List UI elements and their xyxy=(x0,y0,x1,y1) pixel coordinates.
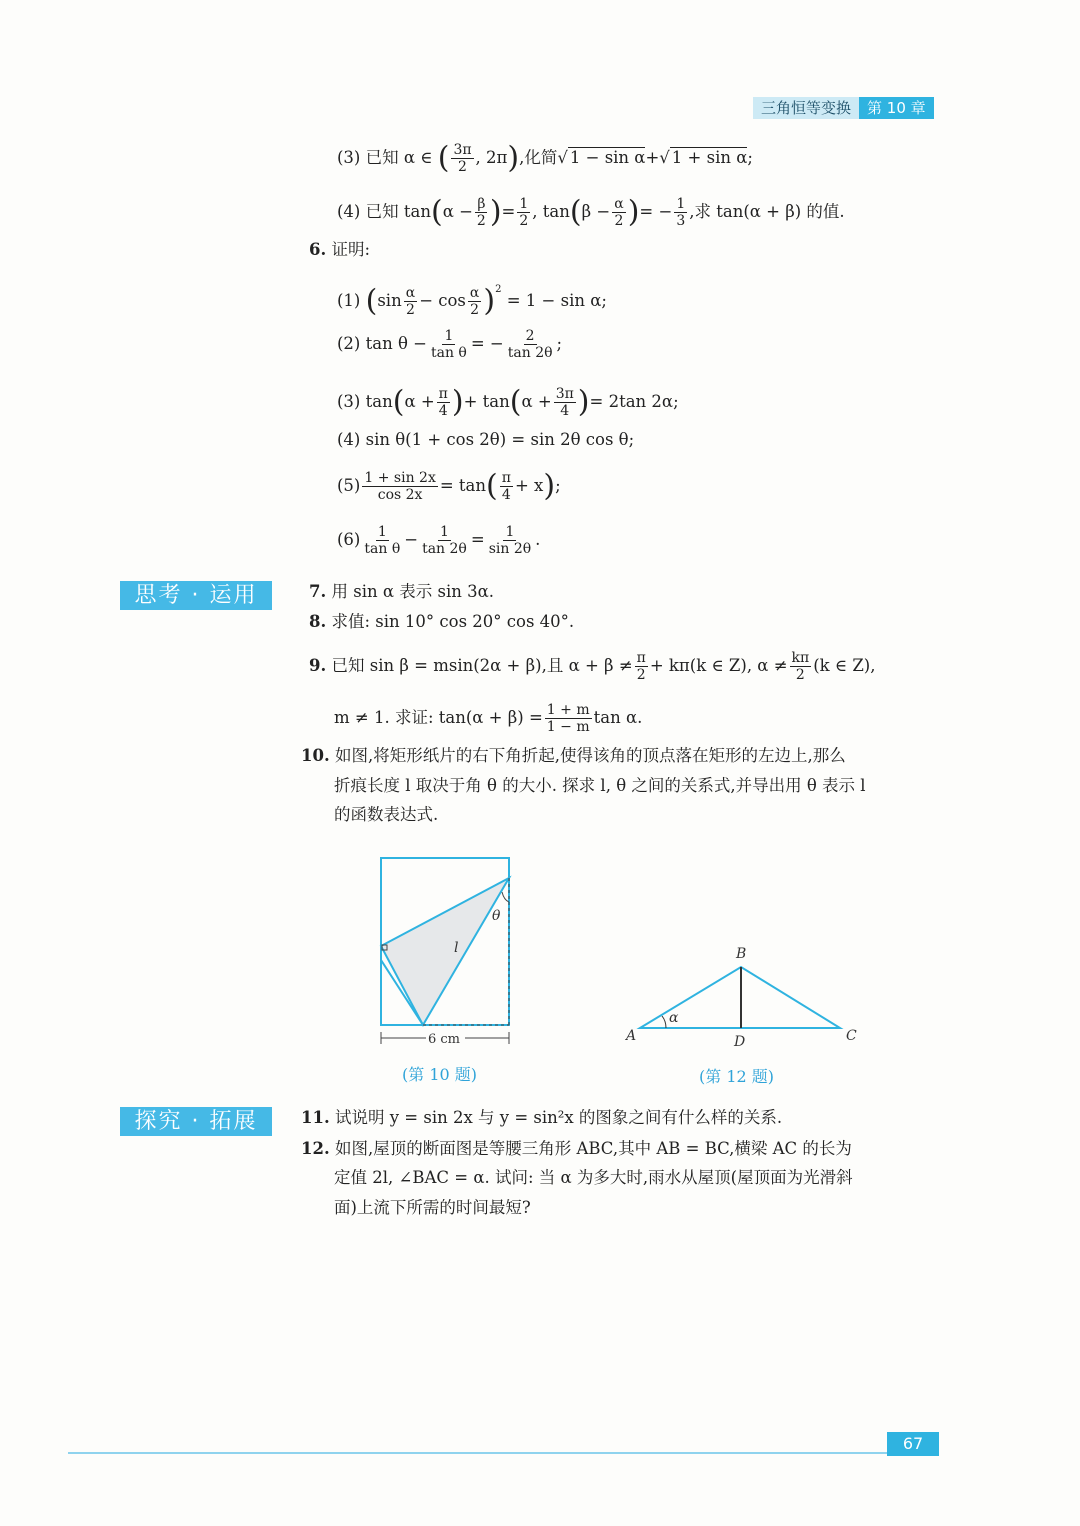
denominator: tan θ xyxy=(364,541,401,557)
text: = − xyxy=(639,202,673,221)
point-a-label: A xyxy=(626,1028,637,1044)
footer-rule xyxy=(68,1452,888,1454)
text: , tan xyxy=(532,202,570,221)
paren: ( xyxy=(437,140,450,176)
text: ; xyxy=(747,148,753,167)
text: = 2tan 2α; xyxy=(589,392,679,411)
fraction xyxy=(475,196,488,229)
width-label: 6 cm xyxy=(428,1032,461,1047)
numerator: π xyxy=(636,650,646,666)
numerator: β xyxy=(477,196,486,212)
denominator: 2 xyxy=(470,302,480,318)
denominator: 2 xyxy=(405,302,415,318)
point-c-label: C xyxy=(846,1028,857,1044)
denominator: 4 xyxy=(560,403,570,419)
text: (1) xyxy=(337,291,361,310)
problem-7 xyxy=(309,580,494,604)
alpha-label: α xyxy=(669,1010,679,1026)
text: (2) tan θ − xyxy=(337,334,427,353)
text: = xyxy=(501,202,516,221)
paren: ( xyxy=(430,194,443,230)
figure-10-caption: (第 10 题) xyxy=(402,1065,478,1084)
section-label-explore-extend: 探究 · 拓展 xyxy=(120,1107,272,1136)
paren: ) xyxy=(483,283,496,319)
text: α − xyxy=(442,202,473,221)
denominator: 2 xyxy=(636,667,646,683)
text: + tan xyxy=(463,392,510,411)
denominator: sin 2θ xyxy=(488,541,532,557)
numerator: 1 xyxy=(519,196,529,212)
text: 如图,屋顶的断面图是等腰三角形 ABC,其中 AB = BC,横梁 AC 的长为 xyxy=(334,1139,852,1158)
text: = 1 − sin α; xyxy=(506,291,607,310)
text: = tan xyxy=(439,476,487,495)
point-d-label: D xyxy=(734,1034,746,1050)
text: + x xyxy=(514,476,544,495)
text: ,化简 xyxy=(519,148,558,167)
numerator: 1 xyxy=(440,524,449,540)
problem-12-line-3: 面)上流下所需的时间最短? xyxy=(334,1198,531,1217)
problem-11 xyxy=(301,1106,782,1130)
sqrt-term: 1 + sin α xyxy=(671,148,748,167)
problem-8 xyxy=(309,610,574,634)
text: . xyxy=(535,530,541,549)
text: α + xyxy=(521,392,552,411)
page-number: 67 xyxy=(887,1432,939,1456)
fraction xyxy=(437,386,450,419)
denominator: 2 xyxy=(614,213,624,229)
problem-text: 求值: sin 10° cos 20° cos 40°. xyxy=(331,612,575,631)
numerator: α xyxy=(614,196,624,212)
denominator: cos 2x xyxy=(377,487,423,503)
exponent: 2 xyxy=(495,284,502,295)
numerator: 3π xyxy=(555,386,574,402)
text: tan α. xyxy=(593,708,643,727)
folded-triangle xyxy=(381,878,509,1025)
problem-6-2 xyxy=(337,328,562,361)
sqrt-term: 1 − sin α xyxy=(569,148,646,167)
numerator: 1 + sin 2x xyxy=(364,470,436,486)
denominator: 2 xyxy=(795,667,805,683)
point-b-label: B xyxy=(736,946,747,962)
section-label-think-apply: 思考 · 运用 xyxy=(120,581,272,610)
text: 证明: xyxy=(331,240,371,259)
denominator: 2 xyxy=(519,213,529,229)
numerator: α xyxy=(405,285,416,301)
numerator: 3π xyxy=(453,142,472,158)
text: + kπ(k ∈ Z), α ≠ xyxy=(649,656,788,675)
denominator: tan 2θ xyxy=(507,345,553,361)
text: (5) xyxy=(337,476,361,495)
problem-10-line-3: 的函数表达式. xyxy=(334,805,439,824)
problem-6-3 xyxy=(337,386,679,419)
denominator: tan θ xyxy=(430,345,467,361)
chapter-header xyxy=(753,97,934,119)
paren: ) xyxy=(577,384,590,420)
chapter-topic: 三角恒等变换 xyxy=(753,97,859,119)
paren: ) xyxy=(451,384,464,420)
text: + xyxy=(645,148,660,167)
fraction xyxy=(635,650,648,683)
fraction xyxy=(468,285,481,318)
theta-label: θ xyxy=(492,908,501,924)
problem-number: 8. xyxy=(309,612,327,631)
numerator: π xyxy=(501,470,511,486)
chapter-number: 第 10 章 xyxy=(859,97,934,119)
problem-6-1 xyxy=(337,278,607,318)
numerator: α xyxy=(469,285,480,301)
denominator: 1 − m xyxy=(546,719,590,735)
fraction xyxy=(674,196,687,229)
numerator: 1 xyxy=(377,524,387,540)
fraction xyxy=(545,702,592,735)
numerator: kπ xyxy=(791,650,810,666)
paren: ( xyxy=(569,194,582,230)
text: (3) tan xyxy=(337,392,393,411)
angle-arc xyxy=(662,1016,666,1028)
fraction xyxy=(506,328,555,361)
denominator: 2 xyxy=(458,159,467,175)
fraction xyxy=(362,524,402,557)
numerator: π xyxy=(438,386,448,402)
fraction xyxy=(451,142,473,175)
numerator: 2 xyxy=(525,328,535,344)
text: 如图,将矩形纸片的右下角折起,使得该角的顶点落在矩形的左边上,那么 xyxy=(334,746,846,765)
text: = − xyxy=(470,334,504,353)
fraction xyxy=(362,470,437,503)
text: (4) 已知 tan xyxy=(337,202,431,221)
fraction xyxy=(500,470,513,503)
denominator: 3 xyxy=(676,213,686,229)
text: 已知 sin β = msin(2α + β),且 α + β ≠ xyxy=(331,656,633,675)
problem-number: 9. xyxy=(309,656,327,675)
problem-10-line-1 xyxy=(301,744,846,768)
text: (6) xyxy=(337,530,361,549)
text: ,求 tan(α + β) 的值. xyxy=(689,202,845,221)
text: − cos xyxy=(419,291,466,310)
denominator: tan 2θ xyxy=(422,541,467,557)
angle-arc xyxy=(502,892,509,902)
problem-6-5 xyxy=(337,470,561,503)
fraction xyxy=(612,196,625,229)
numerator: 1 xyxy=(444,328,454,344)
text: ; xyxy=(555,476,561,495)
text: ; xyxy=(556,334,563,353)
denominator: 4 xyxy=(501,487,511,503)
fraction xyxy=(554,386,576,419)
problem-text: 用 sin α 表示 sin 3α. xyxy=(331,582,494,601)
paren: ) xyxy=(543,468,556,504)
paren: ( xyxy=(486,468,498,504)
text: m ≠ 1. 求证: tan(α + β) = xyxy=(334,708,543,727)
figure-12-diagram xyxy=(620,940,870,1050)
problem-number: 12. xyxy=(301,1139,330,1158)
problem-6-heading xyxy=(309,238,370,262)
problem-number: 11. xyxy=(301,1108,330,1127)
problem-5-4 xyxy=(337,196,845,229)
numerator: 1 xyxy=(676,196,686,212)
problem-5-3: (3) 已知 α ∈ ( $\frac{3\pi}{2}$ , 2π),化简√ 1 − sin α+√ 1 + sin α; xyxy=(337,140,753,176)
paren: ) xyxy=(489,194,502,230)
paren: ) xyxy=(507,140,520,176)
paren: ) xyxy=(627,194,640,230)
problem-10-line-2: 折痕长度 l 取决于角 θ 的大小. 探求 l, θ 之间的关系式,并导出用 θ 表示 l xyxy=(334,776,866,795)
problem-6-6 xyxy=(337,524,540,557)
paren: ( xyxy=(392,384,405,420)
paren: ( xyxy=(509,384,522,420)
l-label: l xyxy=(454,940,459,956)
text: , 2π xyxy=(475,148,508,167)
numerator: 1 + m xyxy=(546,702,590,718)
problem-number: 6. xyxy=(309,240,327,259)
fraction xyxy=(420,524,469,557)
problem-9-line-1 xyxy=(309,650,876,683)
denominator: 2 xyxy=(476,213,486,229)
figure-10-diagram xyxy=(370,850,530,1050)
text: sin xyxy=(377,291,402,310)
fraction xyxy=(517,196,530,229)
problem-number: 10. xyxy=(301,746,330,765)
figure-12-caption: (第 12 题) xyxy=(699,1067,775,1086)
paren: ( xyxy=(365,283,378,319)
problem-12-line-1 xyxy=(301,1137,852,1161)
problem-9-line-2 xyxy=(334,702,642,735)
text: β − xyxy=(581,202,611,221)
fraction xyxy=(487,524,533,557)
text: (k ∈ Z), xyxy=(813,656,876,675)
numerator: 1 xyxy=(505,524,515,540)
fraction xyxy=(404,285,417,318)
text: α + xyxy=(404,392,435,411)
problem-number: 7. xyxy=(309,582,327,601)
text: (3) 已知 α ∈ xyxy=(337,148,433,167)
fraction xyxy=(790,650,812,683)
fraction xyxy=(429,328,469,361)
problem-text: 试说明 y = sin 2x 与 y = sin²x 的图象之间有什么样的关系. xyxy=(334,1108,783,1127)
text: = xyxy=(470,530,485,549)
problem-6-4: (4) sin θ(1 + cos 2θ) = sin 2θ cos θ; xyxy=(337,430,635,449)
denominator: 4 xyxy=(438,403,448,419)
text: − xyxy=(404,530,419,549)
problem-12-line-2: 定值 2l, ∠BAC = α. 试问: 当 α 为多大时,雨水从屋顶(屋顶面为光滑斜 xyxy=(334,1168,853,1187)
